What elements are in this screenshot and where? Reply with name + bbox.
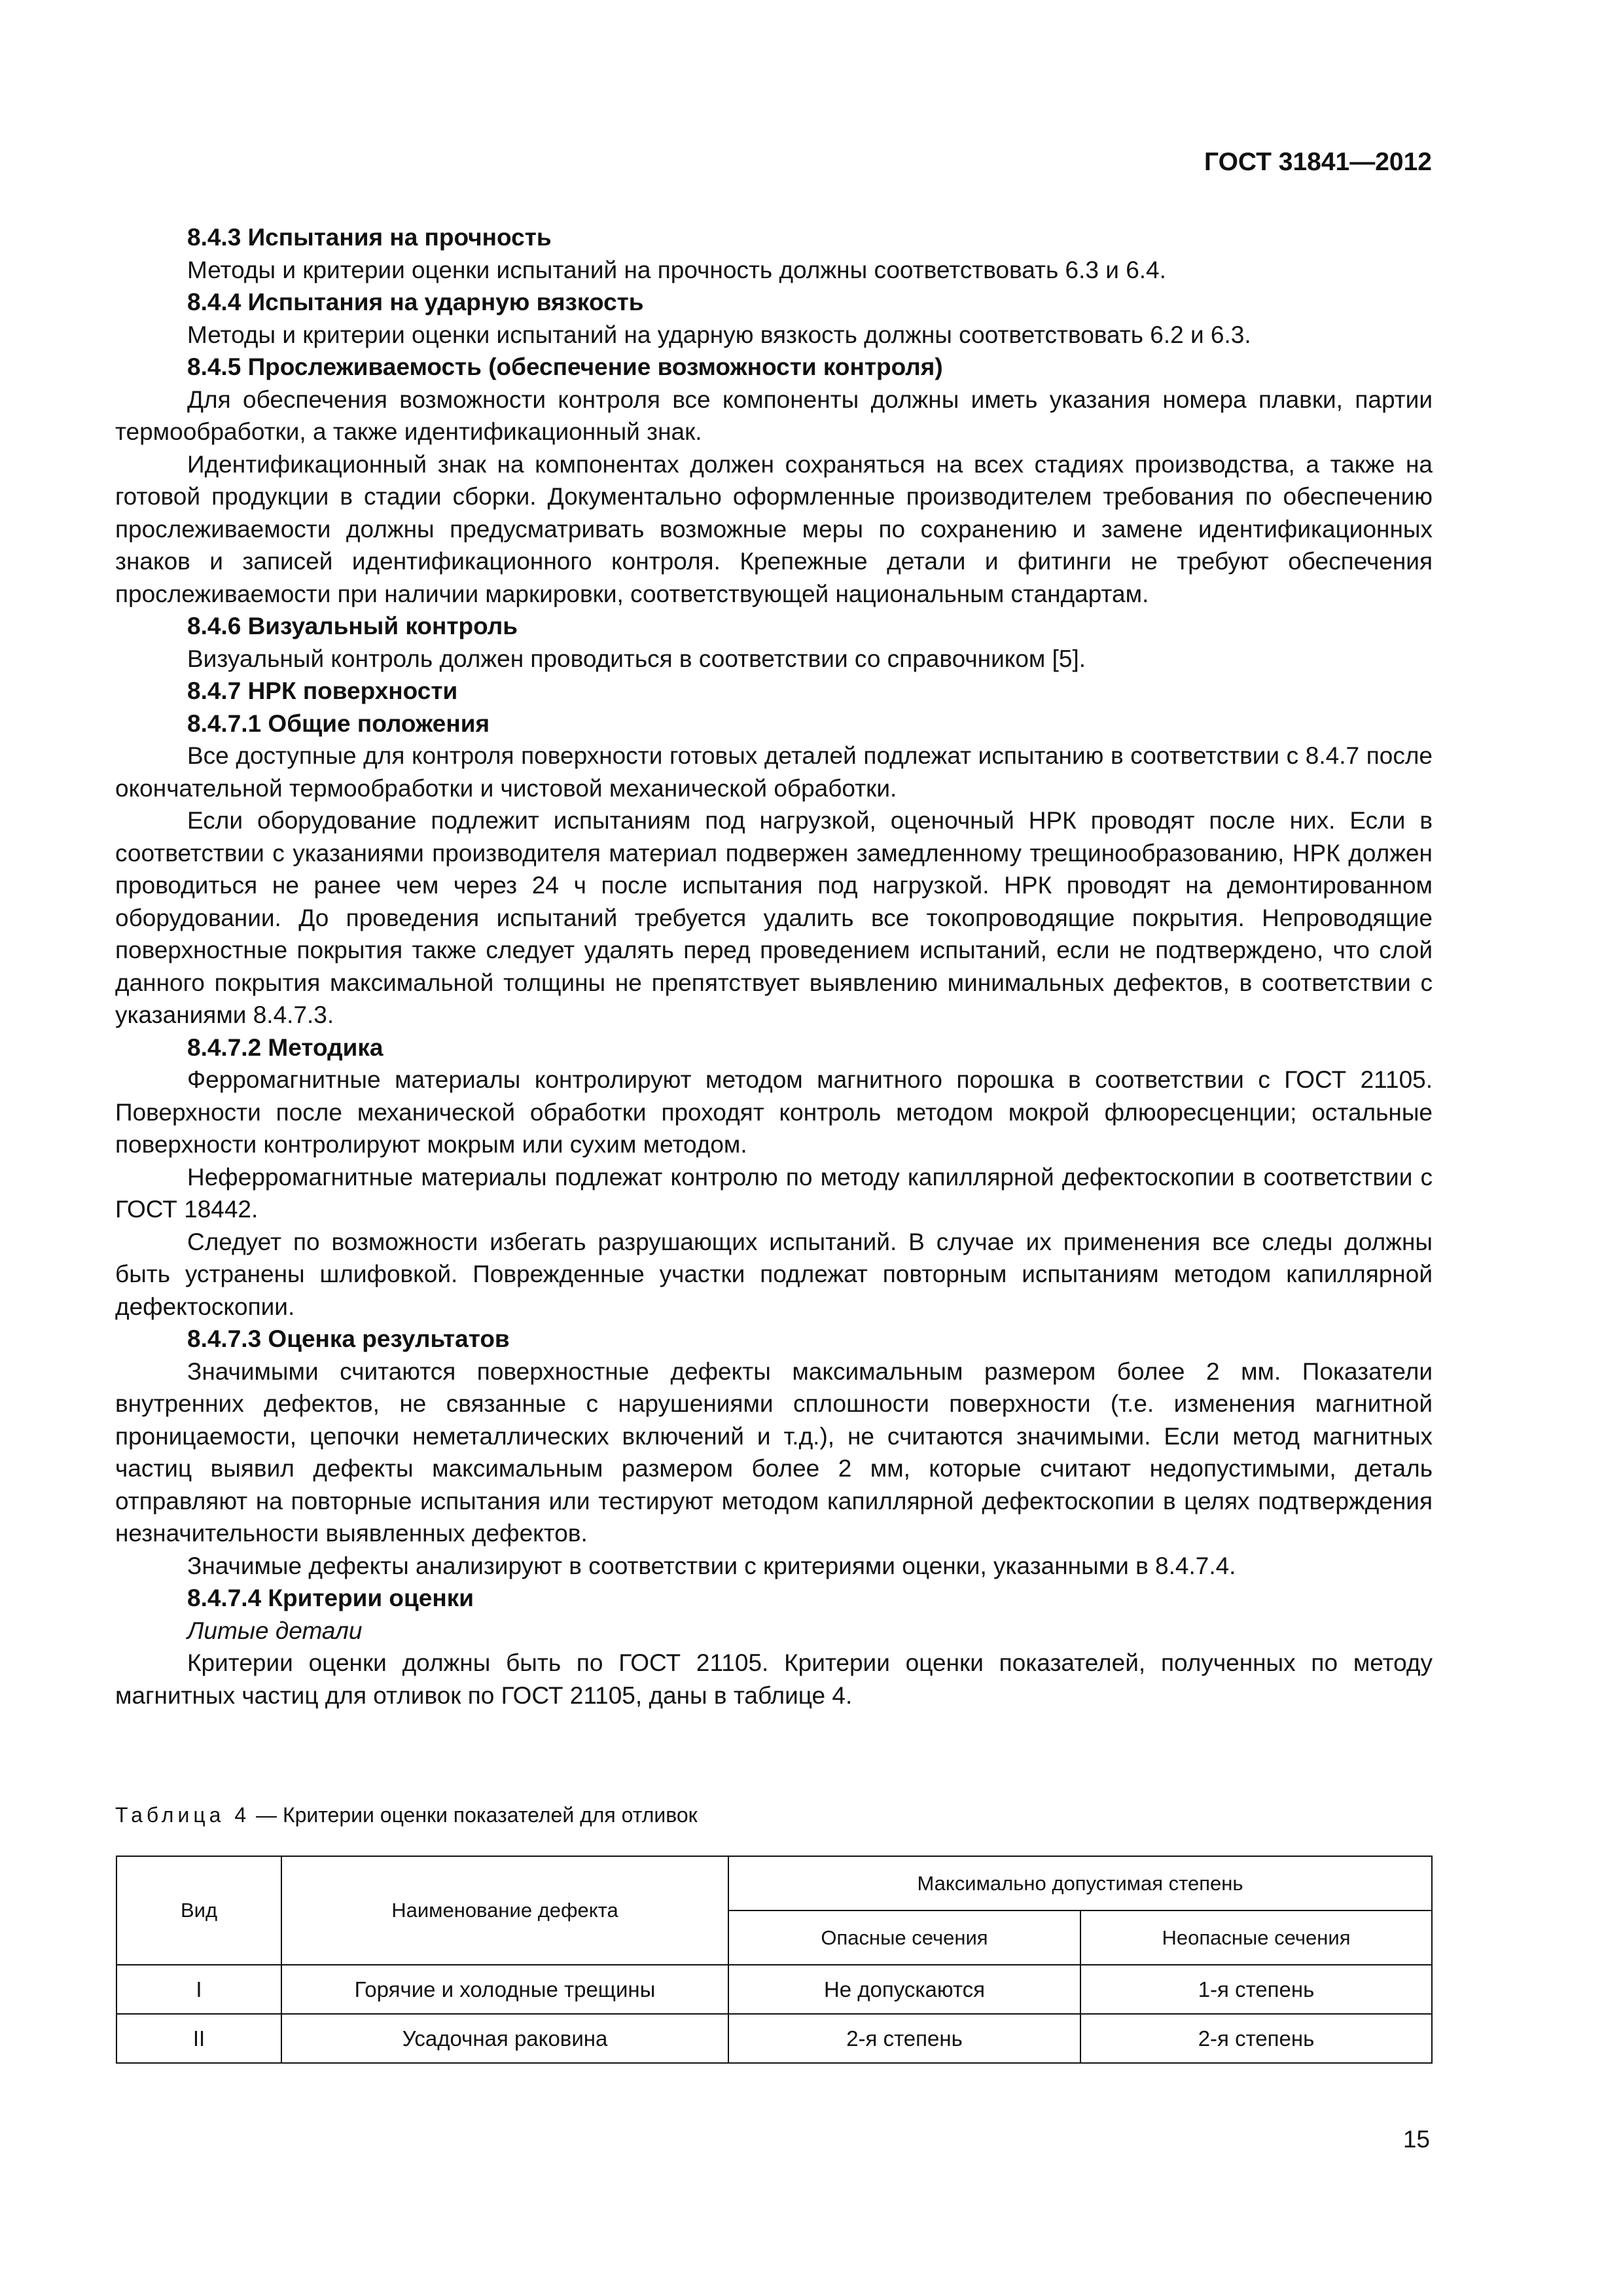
cell-dangerous: Не допускаются — [728, 1965, 1080, 2014]
section-heading-8-4-3: 8.4.3 Испытания на прочность — [187, 224, 552, 251]
table-caption — [115, 1803, 698, 1827]
paragraph: Идентификационный знак на компонентах должен сохраняться на всех стадиях производства, а также на готовой продукции в стадии сборки. Документально оформленные производителем требования по обеспечению прослеживаемости должны предусматривать возможные меры по сохранению и замене идентификационных знаков и записей идентификационного контроля. Крепежные детали и фитинги не требуют обеспечения прослеживаемости при наличии маркировки, соответствующей национальным стандартам. — [115, 450, 1433, 607]
section-heading-8-4-7-2: 8.4.7.2 Методика — [187, 1033, 383, 1061]
defect-criteria-table — [116, 1856, 1433, 2064]
paragraph: Методы и критерии оценки испытаний на ударную вязкость должны соответствовать 6.2 и 6.3. — [187, 321, 1251, 348]
cell-type: I — [116, 1965, 281, 2014]
section-heading-8-4-7-3: 8.4.7.3 Оценка результатов — [187, 1325, 510, 1352]
cell-type: II — [116, 2014, 281, 2063]
paragraph: Если оборудование подлежит испытаниям под нагрузкой, оценочный НРК проводят после них. Если в соответствии с указаниями производителя материал подвержен замедленному трещинообразованию, НРК должен проводиться не ранее чем через 24 ч после испытания под нагрузкой. НРК проводят на демонтированном оборудовании. До проведения испытаний требуется удалить все токопроводящие покрытия. Непроводящие поверхностные покрытия также следует удалять перед проведением испытаний, если не подтверждено, что слой данного покрытия максимальной толщины не препятствует выявлению минимальных дефектов, в соответствии с указаниями 8.4.7.3. — [115, 807, 1433, 1028]
document-code: ГОСТ 31841—2012 — [1204, 148, 1432, 176]
section-heading-8-4-5: 8.4.5 Прослеживаемость (обеспечение возможности контроля) — [187, 353, 943, 380]
paragraph: Визуальный контроль должен проводиться в соответствии со справочником [5]. — [187, 645, 1086, 672]
paragraph: Значимые дефекты анализируют в соответствии с критериями оценки, указанными в 8.4.7.4. — [187, 1552, 1236, 1579]
paragraph: Для обеспечения возможности контроля все компоненты должны иметь указания номера плавки, партии термообработки, а также идентификационный знак. — [115, 386, 1433, 445]
paragraph: Все доступные для контроля поверхности готовых деталей подлежат испытанию в соответствии с 8.4.7 после окончательной термообработки и чистовой механической обработки. — [115, 742, 1433, 802]
section-heading-8-4-6: 8.4.6 Визуальный контроль — [187, 613, 518, 639]
document-body — [115, 221, 1433, 1712]
cell-safe: 2-я степень — [1080, 2014, 1432, 2063]
paragraph: Следует по возможности избегать разрушающих испытаний. В случае их применения все следы должны быть устранены шлифовкой. Поврежденные участки подлежат повторным испытаниям методом капиллярной дефектоскопии. — [115, 1228, 1433, 1320]
column-header-defect-name: Наименование дефекта — [281, 1856, 728, 1965]
cell-defect-name: Горячие и холодные трещины — [281, 1965, 728, 2014]
subheading-cast-parts: Литые детали — [187, 1617, 363, 1644]
cell-safe: 1-я степень — [1080, 1965, 1432, 2014]
cell-defect-name: Усадочная раковина — [281, 2014, 728, 2063]
paragraph: Значимыми считаются поверхностные дефекты максимальным размером более 2 мм. Показатели внутренних дефектов, не связанные с нарушениями сплошности поверхности (т.е. изменения магнитной проницаемости, цепочки неметаллических включений и т.д.), не считаются значимыми. Если метод магнитных частиц выявил дефекты максимальным размером более 2 мм, которые считают недопустимыми, деталь отправляют на повторные испытания или тестируют методом капиллярной дефектоскопии в целях подтверждения незначительности выявленных дефектов. — [115, 1357, 1433, 1547]
table-caption-text: — Критерии оценки показателей для отливок — [250, 1803, 698, 1827]
table-caption-label: Таблица 4 — [115, 1803, 251, 1827]
paragraph: Ферромагнитные материалы контролируют методом магнитного порошка в соответствии с ГОСТ 21105. Поверхности после механической обработки проходят контроль методом мокрой флюоресценции; остальные поверхности контролируют мокрым или сухим методом. — [115, 1066, 1433, 1158]
column-header-safe-sections: Неопасные сечения — [1080, 1910, 1432, 1965]
page-number: 15 — [1402, 2126, 1430, 2153]
column-header-dangerous-sections: Опасные сечения — [728, 1910, 1080, 1965]
column-header-max-degree: Максимально допустимая степень — [728, 1856, 1432, 1910]
table-row — [116, 1965, 1432, 2014]
section-heading-8-4-7: 8.4.7 НРК поверхности — [187, 677, 458, 704]
section-heading-8-4-7-1: 8.4.7.1 Общие положения — [187, 709, 490, 737]
paragraph: Критерии оценки должны быть по ГОСТ 21105. Критерии оценки показателей, полученных по методу магнитных частиц для отливок по ГОСТ 21105, даны в таблице 4. — [115, 1649, 1433, 1709]
column-header-type: Вид — [116, 1856, 281, 1965]
paragraph: Неферромагнитные материалы подлежат контролю по методу капиллярной дефектоскопии в соответствии с ГОСТ 18442. — [115, 1163, 1433, 1223]
table-row — [116, 2014, 1432, 2063]
cell-dangerous: 2-я степень — [728, 2014, 1080, 2063]
section-heading-8-4-4: 8.4.4 Испытания на ударную вязкость — [187, 289, 644, 315]
section-heading-8-4-7-4: 8.4.7.4 Критерии оценки — [187, 1585, 474, 1611]
paragraph: Методы и критерии оценки испытаний на прочность должны соответствовать 6.3 и 6.4. — [187, 256, 1166, 283]
